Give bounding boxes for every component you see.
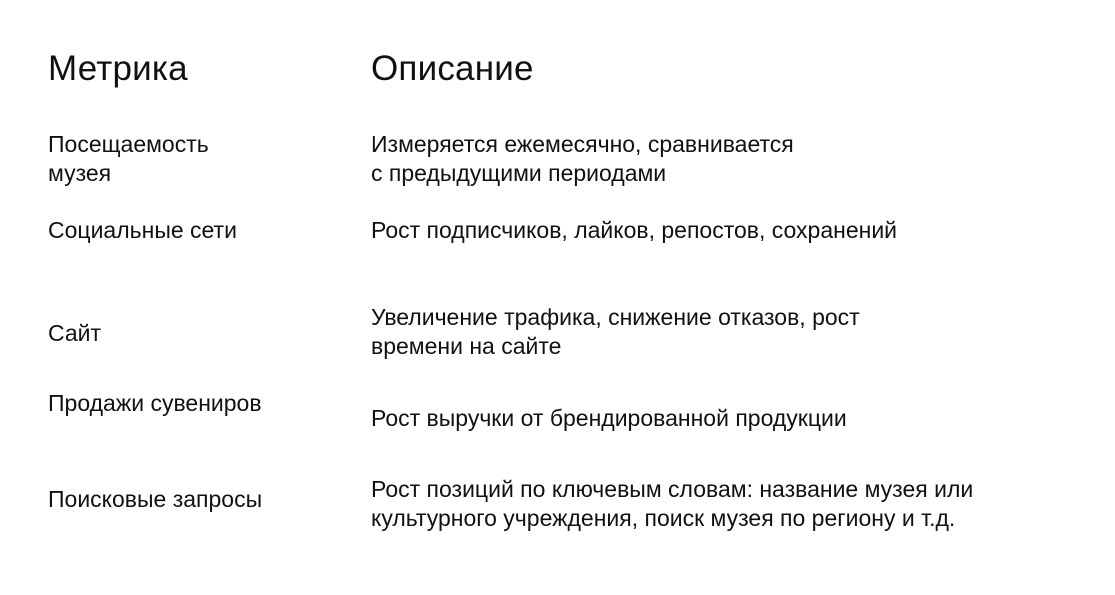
metric-cell-social xyxy=(48,216,348,245)
description-cell-attendance xyxy=(371,130,1091,188)
description-line: Рост выручки от брендированной продукции xyxy=(371,405,847,431)
description-line: с предыдущими периодами xyxy=(371,160,667,186)
metric-cell-website xyxy=(48,319,348,348)
metric-cell-attendance xyxy=(48,130,348,188)
metric-line: Поисковые запросы xyxy=(48,486,263,512)
description-line: времени на сайте xyxy=(371,333,562,359)
description-cell-search xyxy=(371,475,1091,533)
metric-line: музея xyxy=(48,160,112,186)
description-line: Рост позиций по ключевым словам: название музея или xyxy=(371,476,974,502)
description-cell-souvenirs xyxy=(371,404,1091,433)
description-line: Увеличение трафика, снижение отказов, рост xyxy=(371,304,860,330)
metric-line: Социальные сети xyxy=(48,217,237,243)
metric-line: Продажи сувениров xyxy=(48,390,262,416)
description-cell-social xyxy=(371,216,1091,245)
metric-column-header: Метрика xyxy=(48,49,188,88)
description-line: Рост подписчиков, лайков, репостов, сохранений xyxy=(371,217,898,243)
description-line: Измеряется ежемесячно, сравнивается xyxy=(371,131,794,157)
metric-line: Посещаемость xyxy=(48,131,209,157)
description-column-header: Описание xyxy=(371,49,534,88)
metric-cell-souvenirs xyxy=(48,389,348,418)
description-line: культурного учреждения, поиск музея по региону и т.д. xyxy=(371,505,956,531)
metric-cell-search xyxy=(48,485,348,514)
metric-line: Сайт xyxy=(48,320,102,346)
description-cell-website xyxy=(371,303,1091,361)
